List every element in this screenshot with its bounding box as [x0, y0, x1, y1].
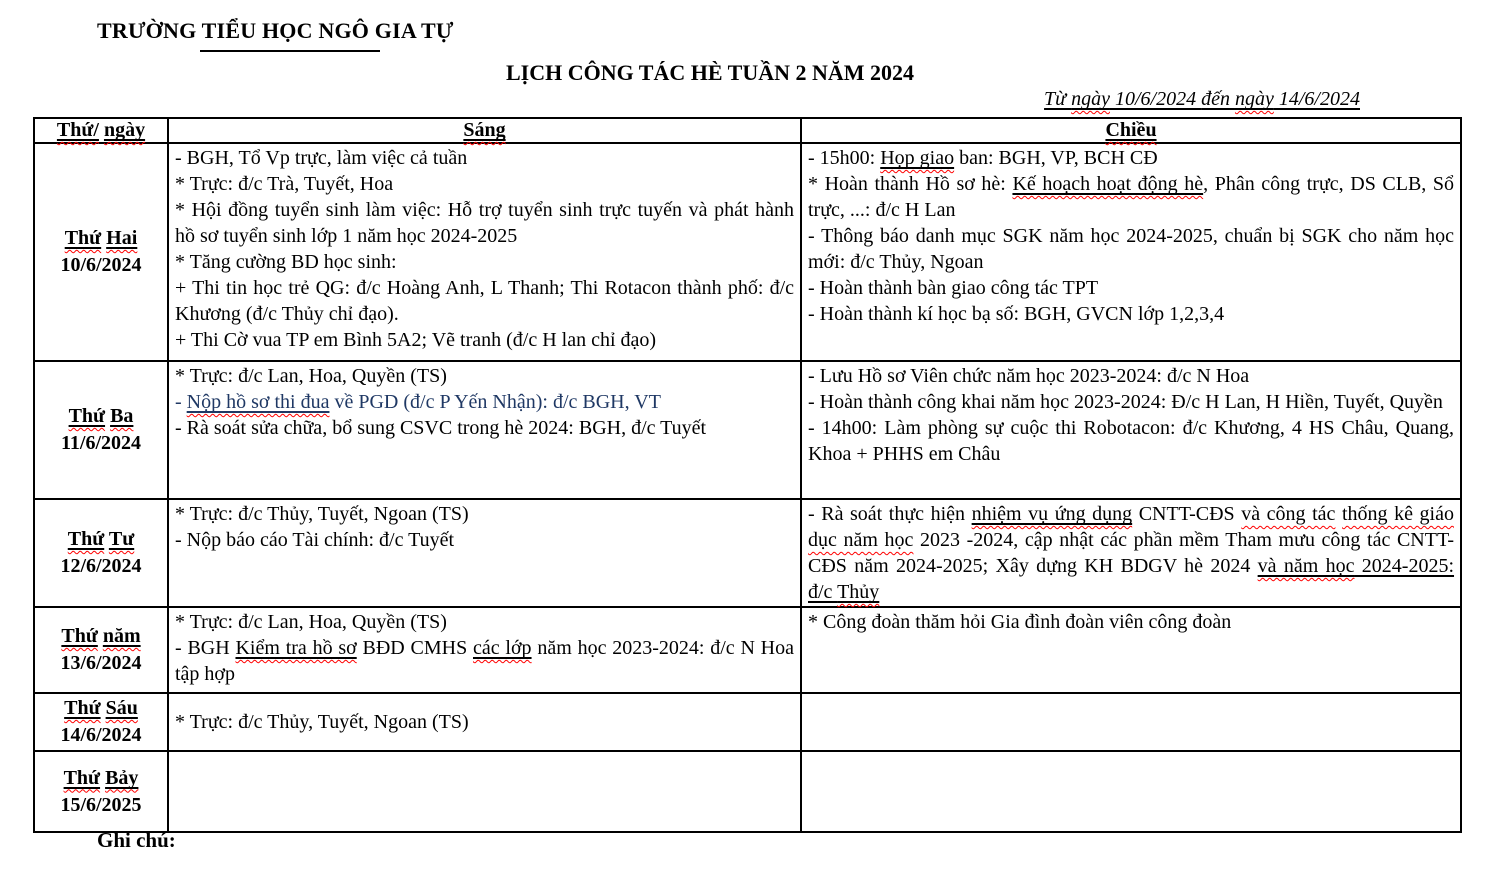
column-header: Chiều — [801, 118, 1461, 143]
text-segment: và công tác — [1241, 503, 1336, 525]
date-label: 10/6/2024 — [60, 254, 142, 276]
text-segment: - Rà soát sửa chữa, bổ sung CSVC trong hè 2024: BGH, đ/c Tuyết — [175, 417, 707, 439]
table-row — [34, 361, 1461, 499]
day-label: Thứ Sáu — [64, 697, 138, 719]
date-label: 12/6/2024 — [60, 555, 142, 577]
school-name: TRƯỜNG TIỂU HỌC NGÔ GIA TỰ — [97, 18, 454, 43]
text-segment: Họp giao — [880, 147, 955, 169]
text-segment: * Trực: đ/c Lan, Hoa, Quyền (TS) — [175, 611, 447, 633]
text-segment: * Trực: đ/c Thủy, Tuyết, Ngoan (TS) — [175, 503, 469, 525]
schedule-line — [808, 609, 1454, 635]
schedule-line — [175, 389, 794, 415]
text-segment: - — [175, 391, 187, 413]
column-header: Sáng — [168, 118, 801, 143]
morning-cell — [168, 693, 801, 751]
day-cell — [34, 693, 168, 751]
day-label: Thứ Tư — [67, 528, 135, 550]
day-cell — [34, 499, 168, 607]
morning-cell — [168, 607, 801, 693]
date-label: 13/6/2024 — [60, 652, 142, 674]
schedule-line — [175, 197, 794, 249]
table-row — [34, 751, 1461, 832]
text-segment: * Trực: đ/c Thủy, Tuyết, Ngoan (TS) — [175, 711, 469, 733]
text-segment: * Hoàn thành Hồ sơ hè: — [808, 173, 1013, 195]
date-label: 11/6/2024 — [60, 432, 141, 454]
schedule-line — [808, 501, 1454, 605]
schedule-line — [808, 171, 1454, 223]
schedule-line — [175, 249, 794, 275]
text-segment: * Trực: đ/c Lan, Hoa, Quyền (TS) — [175, 365, 447, 387]
schedule-line — [808, 223, 1454, 275]
schedule-table-header — [34, 118, 1461, 143]
text-segment: năm học 2023-2024: đ/c N Hoa tập hợp — [175, 637, 795, 685]
day-label: Thứ Ba — [68, 405, 134, 427]
schedule-line — [175, 415, 794, 441]
text-segment: * Tăng cường BD học sinh: — [175, 251, 397, 273]
text-segment: + Thi Cờ vua TP em Bình 5A2; Vẽ tranh (đ/c H lan chỉ đạo) — [175, 329, 657, 351]
schedule-line — [175, 363, 794, 389]
text-segment: , Phân công trực, DS CLB, Sổ trực, ...: đ/c H Lan — [808, 173, 1454, 221]
text-segment: BĐD CMHS — [356, 637, 473, 659]
schedule-line — [175, 327, 794, 353]
schedule-line — [175, 609, 794, 635]
table-row — [34, 499, 1461, 607]
text-segment: ban: BGH, VP, BCH CĐ — [954, 147, 1158, 169]
day-label: Thứ Bảy — [63, 766, 139, 789]
date-label: 14/6/2024 — [60, 724, 142, 746]
schedule-table — [33, 117, 1462, 833]
schedule-line — [175, 635, 794, 687]
text-segment: ngày — [1234, 88, 1274, 110]
text-segment: * Công đoàn thăm hỏi Gia đình đoàn viên công đoàn — [808, 611, 1232, 633]
morning-cell — [168, 361, 801, 499]
schedule-line — [175, 501, 794, 527]
text-segment: - Nộp báo cáo Tài chính: đ/c Tuyết — [175, 529, 455, 551]
text-segment: ngày — [1071, 88, 1110, 110]
text-segment: - BGH, Tổ Vp trực, làm việc cả tuần — [175, 147, 468, 169]
text-segment: Kiểm tra hồ sơ — [235, 637, 357, 659]
text-segment: 14/6/2024 — [1273, 88, 1360, 110]
day-label: Thứ năm — [61, 625, 141, 647]
date-label: 15/6/2025 — [60, 793, 142, 816]
text-segment: - Thông báo danh mục SGK năm học 2024-2025, chuẩn bị SGK cho năm học mới: đ/c Thủy, Ngoan — [808, 225, 1454, 273]
afternoon-cell — [801, 499, 1461, 607]
page-title: LỊCH CÔNG TÁC HÈ TUẦN 2 NĂM 2024 — [505, 60, 915, 85]
text-segment: - BGH — [175, 637, 236, 659]
text-segment: đến — [1201, 88, 1230, 110]
day-cell — [34, 361, 168, 499]
table-row — [34, 693, 1461, 751]
date-range — [1044, 88, 1360, 111]
schedule-line — [175, 709, 794, 735]
afternoon-cell — [801, 607, 1461, 693]
afternoon-cell — [801, 751, 1461, 832]
text-segment: các lớp — [473, 637, 532, 659]
text-segment: - 14h00: Làm phòng sự cuộc thi Robotacon: đ/c Khương, 4 HS Châu, Quang, Khoa + PHHS em Châu — [808, 417, 1454, 465]
text-segment: nhiệm vụ ứng dụng — [971, 503, 1133, 525]
table-row — [34, 143, 1461, 361]
text-segment: Kế hoạch hoạt động hè — [1012, 173, 1204, 195]
school-name-rule — [200, 50, 380, 52]
afternoon-cell — [801, 693, 1461, 751]
schedule-line — [175, 171, 794, 197]
day-label: Thứ Hai — [64, 227, 138, 249]
text-segment: + Thi tin học trẻ QG: đ/c Hoàng Anh, L Thanh; Thi Rotacon thành phố: đ/c Khương (đ/c Thủy chỉ đạo). — [175, 277, 794, 325]
schedule-line — [808, 363, 1454, 389]
column-header: Thứ/ ngày — [34, 118, 168, 143]
text-segment: CNTT-CĐS — [1132, 503, 1242, 525]
text-segment: và năm học — [1257, 555, 1355, 577]
schedule-line — [175, 527, 794, 553]
schedule-line — [808, 389, 1454, 415]
text-segment: Nộp hồ sơ thi đua — [186, 391, 330, 413]
text-segment: - Rà soát thực hiện — [808, 503, 972, 525]
text-segment: về PGD (đ/c P Yến Nhận): đ/c BGH, VT — [329, 391, 661, 413]
morning-cell — [168, 143, 801, 361]
morning-cell — [168, 499, 801, 607]
table-row — [34, 607, 1461, 693]
text-segment: 10/6/2024 — [1109, 88, 1202, 110]
text-segment: - Lưu Hồ sơ Viên chức năm học 2023-2024: đ/c N Hoa — [808, 365, 1250, 387]
schedule-line — [808, 415, 1454, 467]
text-segment: Thủy — [837, 581, 880, 603]
schedule-line — [808, 301, 1454, 327]
text-segment: * Trực: đ/c Trà, Tuyết, Hoa — [175, 173, 394, 195]
text-segment: * Hội đồng tuyển sinh làm việc: Hỗ trợ tuyển sinh trực tuyến và phát hành hồ sơ tuyển sinh lớp 1 năm học 2024-2025 — [175, 199, 794, 247]
schedule-line — [808, 145, 1454, 171]
schedule-table-body — [34, 143, 1461, 832]
text-segment: 2024-2025: đ/c — [808, 555, 1455, 603]
text-segment: thống kê giáo dục năm học — [808, 503, 1454, 551]
day-cell — [34, 143, 168, 361]
schedule-line — [175, 145, 794, 171]
text-segment: Từ — [1044, 88, 1072, 110]
afternoon-cell — [801, 143, 1461, 361]
schedule-line — [808, 275, 1454, 301]
text-segment: - 15h00: — [808, 147, 881, 169]
header-row — [34, 118, 1461, 143]
footer-note: Ghi chú: — [97, 828, 176, 852]
morning-cell — [168, 751, 801, 832]
text-segment: - Hoàn thành công khai năm học 2023-2024: Đ/c H Lan, H Hiền, Tuyết, Quyền — [808, 391, 1443, 413]
text-segment: 2023 -2024, cập nhật các phần mềm Tham mưu công tác CNTT-CĐS năm 2024-2025; Xây dựng KH BDGV hè 2024 — [808, 529, 1455, 577]
day-cell — [34, 751, 168, 832]
afternoon-cell — [801, 361, 1461, 499]
day-cell — [34, 607, 168, 693]
text-segment: - Hoàn thành kí học bạ số: BGH, GVCN lớp 1,2,3,4 — [808, 303, 1225, 325]
schedule-line — [175, 275, 794, 327]
text-segment: - Hoàn thành bàn giao công tác TPT — [808, 277, 1099, 299]
